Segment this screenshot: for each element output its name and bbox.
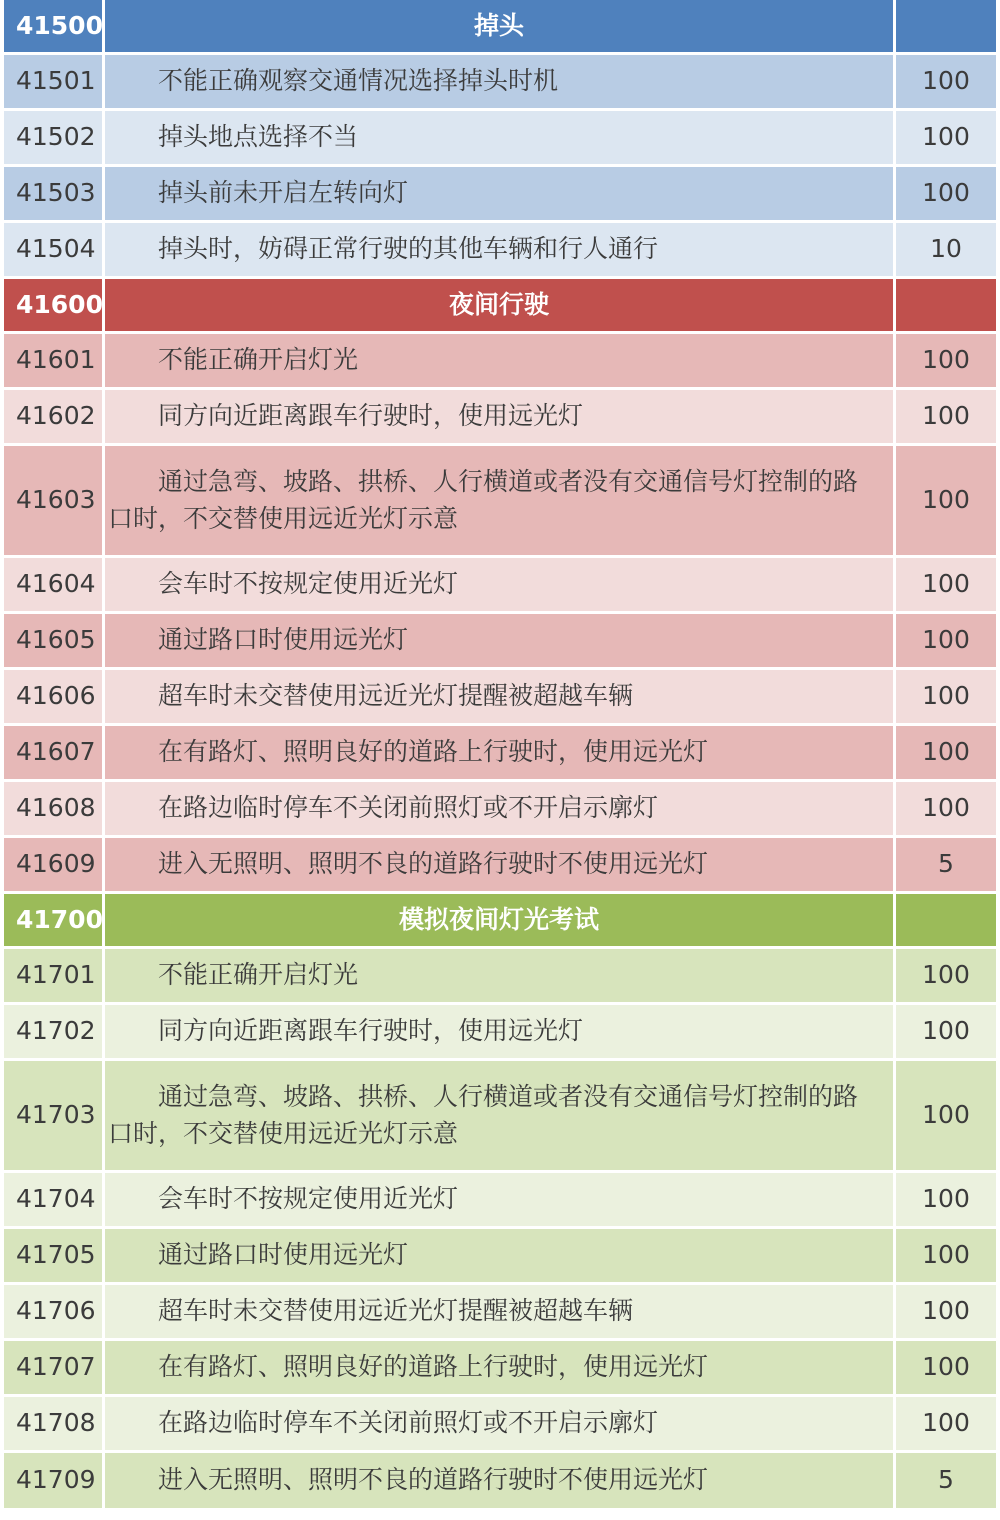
item-code: 41604 <box>4 558 102 611</box>
table-row <box>0 838 1000 894</box>
item-description <box>105 1173 893 1226</box>
table-row <box>0 111 1000 167</box>
item-description-text: 通过急弯、坡路、拱桥、人行横道或者没有交通信号灯控制的路口时，不交替使用远近光灯示意 <box>108 1082 859 1148</box>
item-score: 100 <box>896 782 996 835</box>
item-score: 100 <box>896 949 996 1002</box>
section-title <box>105 894 893 946</box>
item-code: 41703 <box>4 1061 102 1170</box>
item-score: 100 <box>896 1005 996 1058</box>
item-description <box>105 726 893 779</box>
item-code: 41501 <box>4 55 102 108</box>
section-code: 41500 <box>4 0 102 52</box>
table-row <box>0 55 1000 111</box>
item-description-text: 不能正确开启灯光 <box>158 960 359 990</box>
item-description <box>105 838 893 891</box>
item-description-text: 掉头时，妨碍正常行驶的其他车辆和行人通行 <box>158 234 659 264</box>
item-description <box>105 1285 893 1338</box>
item-code: 41603 <box>4 446 102 555</box>
table-row <box>0 670 1000 726</box>
item-description-text: 进入无照明、照明不良的道路行驶时不使用远光灯 <box>158 849 709 879</box>
item-score: 100 <box>896 670 996 723</box>
item-description <box>105 614 893 667</box>
item-description <box>105 334 893 387</box>
item-code: 41504 <box>4 223 102 276</box>
item-description-text: 掉头前未开启左转向灯 <box>158 178 409 208</box>
item-description-text: 同方向近距离跟车行驶时，使用远光灯 <box>158 1016 584 1046</box>
item-score: 100 <box>896 55 996 108</box>
table-row <box>0 1453 1000 1508</box>
item-code: 41708 <box>4 1397 102 1450</box>
item-code: 41705 <box>4 1229 102 1282</box>
item-description-text: 通过路口时使用远光灯 <box>158 625 409 655</box>
section-title <box>105 279 893 331</box>
item-score: 100 <box>896 726 996 779</box>
section-header-row <box>0 894 1000 949</box>
item-score: 10 <box>896 223 996 276</box>
table-row <box>0 782 1000 838</box>
item-description-text: 在路边临时停车不关闭前照灯或不开启示廓灯 <box>158 1408 659 1438</box>
item-code: 41709 <box>4 1453 102 1508</box>
item-description-text: 超车时未交替使用远近光灯提醒被超越车辆 <box>158 681 634 711</box>
section-score-blank <box>896 894 996 946</box>
section-title-text: 模拟夜间灯光考试 <box>398 904 599 934</box>
table-row <box>0 1229 1000 1285</box>
item-description <box>105 1061 893 1170</box>
item-score: 100 <box>896 446 996 555</box>
item-code: 41606 <box>4 670 102 723</box>
item-code: 41607 <box>4 726 102 779</box>
item-score: 100 <box>896 1341 996 1394</box>
table-row <box>0 223 1000 279</box>
table-row <box>0 1173 1000 1229</box>
item-score: 100 <box>896 614 996 667</box>
item-description-text: 进入无照明、照明不良的道路行驶时不使用远光灯 <box>158 1465 709 1495</box>
item-code: 41601 <box>4 334 102 387</box>
item-description-text: 通过急弯、坡路、拱桥、人行横道或者没有交通信号灯控制的路口时，不交替使用远近光灯示意 <box>108 467 859 533</box>
section-header-row <box>0 279 1000 334</box>
item-description <box>105 390 893 443</box>
item-description <box>105 1453 893 1508</box>
item-code: 41502 <box>4 111 102 164</box>
item-description <box>105 111 893 164</box>
section-title-text: 夜间行驶 <box>448 289 549 319</box>
table-row <box>0 1005 1000 1061</box>
table-row <box>0 558 1000 614</box>
item-code: 41704 <box>4 1173 102 1226</box>
item-description <box>105 446 893 555</box>
table-row <box>0 390 1000 446</box>
item-score: 100 <box>896 1173 996 1226</box>
table-row <box>0 1061 1000 1173</box>
item-description <box>105 558 893 611</box>
item-score: 100 <box>896 1285 996 1338</box>
item-description-text: 在有路灯、照明良好的道路上行驶时，使用远光灯 <box>158 1352 709 1382</box>
item-description <box>105 1229 893 1282</box>
item-description <box>105 55 893 108</box>
item-description-text: 同方向近距离跟车行驶时，使用远光灯 <box>158 401 584 431</box>
item-description-text: 通过路口时使用远光灯 <box>158 1240 409 1270</box>
item-code: 41605 <box>4 614 102 667</box>
item-description-text: 掉头地点选择不当 <box>158 122 359 152</box>
item-score: 100 <box>896 1229 996 1282</box>
table-row <box>0 1341 1000 1397</box>
section-score-blank <box>896 279 996 331</box>
item-score: 100 <box>896 390 996 443</box>
item-code: 41608 <box>4 782 102 835</box>
item-score: 100 <box>896 558 996 611</box>
item-description <box>105 782 893 835</box>
item-code: 41702 <box>4 1005 102 1058</box>
section-code: 41600 <box>4 279 102 331</box>
item-description-text: 不能正确观察交通情况选择掉头时机 <box>158 66 559 96</box>
item-description <box>105 670 893 723</box>
item-score: 100 <box>896 1061 996 1170</box>
item-description-text: 会车时不按规定使用近光灯 <box>158 569 459 599</box>
item-description-text: 在路边临时停车不关闭前照灯或不开启示廓灯 <box>158 793 659 823</box>
item-description-text: 会车时不按规定使用近光灯 <box>158 1184 459 1214</box>
item-description-text: 在有路灯、照明良好的道路上行驶时，使用远光灯 <box>158 737 709 767</box>
table-row <box>0 1285 1000 1341</box>
item-code: 41707 <box>4 1341 102 1394</box>
table-row <box>0 1397 1000 1453</box>
item-description <box>105 949 893 1002</box>
item-score: 100 <box>896 111 996 164</box>
item-description <box>105 167 893 220</box>
item-description <box>105 1341 893 1394</box>
item-score: 100 <box>896 167 996 220</box>
item-code: 41602 <box>4 390 102 443</box>
table-row <box>0 614 1000 670</box>
item-score: 5 <box>896 838 996 891</box>
item-code: 41706 <box>4 1285 102 1338</box>
table-row <box>0 334 1000 390</box>
item-description <box>105 223 893 276</box>
section-code: 41700 <box>4 894 102 946</box>
section-title-text: 掉头 <box>473 10 524 40</box>
section-title <box>105 0 893 52</box>
item-description <box>105 1005 893 1058</box>
item-score: 100 <box>896 334 996 387</box>
section-score-blank <box>896 0 996 52</box>
item-description <box>105 1397 893 1450</box>
item-description-text: 不能正确开启灯光 <box>158 345 359 375</box>
item-description-text: 超车时未交替使用远近光灯提醒被超越车辆 <box>158 1296 634 1326</box>
item-code: 41503 <box>4 167 102 220</box>
item-score: 5 <box>896 1453 996 1508</box>
table-row <box>0 949 1000 1005</box>
table-row <box>0 726 1000 782</box>
item-score: 100 <box>896 1397 996 1450</box>
table-row <box>0 167 1000 223</box>
item-code: 41701 <box>4 949 102 1002</box>
section-header-row <box>0 0 1000 55</box>
table-row <box>0 446 1000 558</box>
item-code: 41609 <box>4 838 102 891</box>
